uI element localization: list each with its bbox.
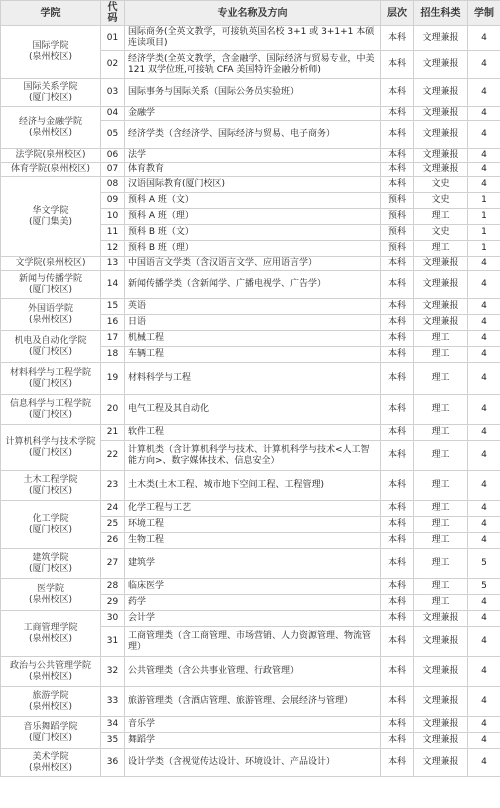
subject-cell: 文史 [414, 177, 468, 193]
college-name: 机电及自动化学院 [14, 335, 87, 346]
college-campus: (厦门校区) [28, 524, 73, 535]
major-cell: 国际事务与国际关系（国际公务员实验班） [125, 79, 381, 107]
table-row [1, 26, 500, 51]
code-cell: 01 [101, 26, 125, 51]
code-cell: 21 [101, 425, 125, 441]
table-row [1, 163, 500, 177]
table-row [1, 177, 500, 193]
subject-cell: 理工 [414, 533, 468, 549]
level-cell: 本科 [381, 471, 414, 501]
college-cell [1, 471, 101, 501]
college-cell [1, 549, 101, 579]
college-campus: (厦门校区) [28, 563, 73, 574]
college-cell [1, 257, 101, 271]
code-cell: 05 [101, 121, 125, 149]
level-cell: 本科 [381, 315, 414, 331]
table-row [1, 471, 500, 501]
college-cell [1, 687, 101, 717]
header-subject: 招生科类 [414, 1, 468, 26]
years-cell: 4 [468, 163, 500, 177]
years-cell: 4 [468, 395, 500, 425]
code-cell: 34 [101, 717, 125, 733]
code-cell: 16 [101, 315, 125, 331]
code-cell: 23 [101, 471, 125, 501]
years-cell: 4 [468, 347, 500, 363]
college-campus: (泉州校区) [28, 127, 73, 138]
years-cell: 4 [468, 425, 500, 441]
code-cell: 24 [101, 501, 125, 517]
years-cell: 4 [468, 441, 500, 471]
subject-cell: 文理兼报 [414, 717, 468, 733]
subject-cell: 文史 [414, 193, 468, 209]
college-name: 土木工程学院 [23, 474, 78, 485]
level-cell: 本科 [381, 26, 414, 51]
years-cell: 4 [468, 315, 500, 331]
major-cell: 经济学类（含经济学、国际经济与贸易、电子商务） [125, 121, 381, 149]
years-cell: 4 [468, 471, 500, 501]
subject-cell: 文理兼报 [414, 107, 468, 121]
college-cell [1, 26, 101, 79]
code-cell: 02 [101, 51, 125, 79]
code-cell: 28 [101, 579, 125, 595]
major-cell: 音乐学 [125, 717, 381, 733]
major-cell: 临床医学 [125, 579, 381, 595]
level-cell: 预科 [381, 193, 414, 209]
level-cell: 本科 [381, 687, 414, 717]
code-cell: 32 [101, 657, 125, 687]
years-cell: 4 [468, 717, 500, 733]
level-cell: 本科 [381, 441, 414, 471]
years-cell: 4 [468, 121, 500, 149]
years-cell: 4 [468, 611, 500, 627]
college-name: 医学院 [36, 583, 64, 594]
subject-cell: 理工 [414, 347, 468, 363]
college-name: 新闻与传播学院 [18, 273, 82, 284]
subject-cell: 文理兼报 [414, 79, 468, 107]
subject-cell: 文理兼报 [414, 315, 468, 331]
major-cell: 英语 [125, 299, 381, 315]
subject-cell: 文理兼报 [414, 611, 468, 627]
college-campus: (泉州校区) [28, 701, 73, 712]
code-cell: 09 [101, 193, 125, 209]
major-cell: 舞蹈学 [125, 733, 381, 749]
years-cell: 4 [468, 749, 500, 777]
header-level: 层次 [381, 1, 414, 26]
major-cell: 新闻传播学类（含新闻学、广播电视学、广告学） [125, 271, 381, 299]
major-cell: 工商管理类（含工商管理、市场营销、人力资源管理、物流管理） [125, 627, 381, 657]
table-row [1, 717, 500, 733]
table-row [1, 79, 500, 107]
major-cell: 电气工程及其自动化 [125, 395, 381, 425]
subject-cell: 文理兼报 [414, 627, 468, 657]
major-cell: 国际商务(全英文教学，可接轨英国名校 3+1 或 3+1+1 本硕连读项目) [125, 26, 381, 51]
years-cell: 5 [468, 549, 500, 579]
years-cell: 4 [468, 107, 500, 121]
years-cell: 4 [468, 299, 500, 315]
code-cell: 36 [101, 749, 125, 777]
college-cell [1, 363, 101, 395]
table-row [1, 299, 500, 315]
code-cell: 17 [101, 331, 125, 347]
table-row [1, 611, 500, 627]
level-cell: 本科 [381, 611, 414, 627]
college-campus: (泉州校区) [28, 52, 73, 62]
major-cell: 药学 [125, 595, 381, 611]
college-name: 旅游学院 [32, 690, 69, 701]
years-cell: 4 [468, 51, 500, 79]
major-cell: 经济学类(全英文教学，含金融学、国际经济与贸易专业，中美 121 双学位班,可接轨 CFA 美国特许金融分析师) [125, 51, 381, 79]
major-cell: 计算机类（含计算机科学与技术、计算机科学与技术<人工智能方向>、数字媒体技术、信息安全） [125, 441, 381, 471]
college-cell [1, 717, 101, 749]
major-cell: 汉语国际教育(厦门校区) [125, 177, 381, 193]
college-name: 华文学院 [32, 205, 69, 216]
code-cell: 03 [101, 79, 125, 107]
subject-cell: 理工 [414, 549, 468, 579]
college-cell [1, 395, 101, 425]
college-name: 政治与公共管理学院 [9, 660, 91, 671]
major-cell: 机械工程 [125, 331, 381, 347]
subject-cell: 理工 [414, 425, 468, 441]
level-cell: 本科 [381, 363, 414, 395]
code-cell: 19 [101, 363, 125, 395]
code-cell: 31 [101, 627, 125, 657]
table-row [1, 687, 500, 717]
code-cell: 33 [101, 687, 125, 717]
code-cell: 06 [101, 149, 125, 163]
header-college: 学院 [1, 1, 101, 26]
college-name: 外国语学院 [27, 303, 73, 314]
subject-cell: 理工 [414, 241, 468, 257]
level-cell: 本科 [381, 395, 414, 425]
subject-cell: 理工 [414, 395, 468, 425]
major-cell: 化学工程与工艺 [125, 501, 381, 517]
code-cell: 27 [101, 549, 125, 579]
college-cell [1, 611, 101, 657]
college-name: 国际关系学院 [23, 81, 78, 92]
college-campus: (厦门集美) [28, 216, 73, 227]
major-cell: 日语 [125, 315, 381, 331]
subject-cell: 文理兼报 [414, 149, 468, 163]
subject-cell: 文理兼报 [414, 733, 468, 749]
college-cell [1, 579, 101, 611]
major-cell: 会计学 [125, 611, 381, 627]
level-cell: 本科 [381, 749, 414, 777]
college-name: 信息科学与工程学院 [9, 398, 91, 409]
major-cell: 设计学类（含视觉传达设计、环境设计、产品设计） [125, 749, 381, 777]
subject-cell: 理工 [414, 331, 468, 347]
college-cell [1, 657, 101, 687]
table-row [1, 257, 500, 271]
college-campus: (厦门校区) [28, 485, 73, 496]
major-cell: 公共管理类（含公共事业管理、行政管理） [125, 657, 381, 687]
level-cell: 本科 [381, 331, 414, 347]
college-name: 体育学院(泉州校区) [10, 164, 91, 174]
major-cell: 预科 A 班（理） [125, 209, 381, 225]
major-cell: 法学 [125, 149, 381, 163]
years-cell: 4 [468, 687, 500, 717]
level-cell: 本科 [381, 717, 414, 733]
level-cell: 预科 [381, 241, 414, 257]
code-cell: 04 [101, 107, 125, 121]
major-cell: 旅游管理类（含酒店管理、旅游管理、会展经济与管理） [125, 687, 381, 717]
years-cell: 1 [468, 225, 500, 241]
college-campus: (泉州校区) [28, 594, 73, 605]
college-name: 材料科学与工程学院 [9, 367, 91, 378]
level-cell: 本科 [381, 627, 414, 657]
college-campus: (厦门校区) [28, 284, 73, 295]
subject-cell: 文史 [414, 225, 468, 241]
level-cell: 本科 [381, 517, 414, 533]
years-cell: 4 [468, 177, 500, 193]
college-campus: (厦门校区) [28, 447, 73, 458]
level-cell: 本科 [381, 595, 414, 611]
major-cell: 软件工程 [125, 425, 381, 441]
header-years: 学制 [468, 1, 500, 26]
level-cell: 本科 [381, 121, 414, 149]
college-cell [1, 425, 101, 471]
code-cell: 12 [101, 241, 125, 257]
college-campus: (泉州校区) [28, 314, 73, 325]
code-cell: 08 [101, 177, 125, 193]
code-cell: 20 [101, 395, 125, 425]
header-row [1, 1, 500, 26]
code-cell: 26 [101, 533, 125, 549]
code-cell: 22 [101, 441, 125, 471]
years-cell: 4 [468, 257, 500, 271]
subject-cell: 文理兼报 [414, 749, 468, 777]
level-cell: 本科 [381, 501, 414, 517]
subject-cell: 文理兼报 [414, 271, 468, 299]
table-row [1, 579, 500, 595]
code-cell: 18 [101, 347, 125, 363]
major-cell: 金融学 [125, 107, 381, 121]
college-campus: (厦门校区) [28, 732, 73, 743]
level-cell: 本科 [381, 657, 414, 687]
table-row [1, 271, 500, 299]
subject-cell: 文理兼报 [414, 26, 468, 51]
level-cell: 本科 [381, 425, 414, 441]
major-cell: 中国语言文学类（含汉语言文学、应用语言学） [125, 257, 381, 271]
college-campus: (厦门校区) [28, 409, 73, 420]
college-name: 工商管理学院 [23, 622, 78, 633]
level-cell: 本科 [381, 579, 414, 595]
table-row [1, 501, 500, 517]
college-cell [1, 177, 101, 257]
college-cell [1, 749, 101, 777]
level-cell: 本科 [381, 271, 414, 299]
table-row [1, 425, 500, 441]
subject-cell: 理工 [414, 595, 468, 611]
college-cell [1, 271, 101, 299]
college-campus: (厦门校区) [28, 378, 73, 389]
major-cell: 预科 B 班（理） [125, 241, 381, 257]
table-row [1, 749, 500, 777]
subject-cell: 文理兼报 [414, 121, 468, 149]
years-cell: 4 [468, 271, 500, 299]
college-name: 文学院(泉州校区) [15, 258, 86, 268]
subject-cell: 文理兼报 [414, 51, 468, 79]
major-cell: 车辆工程 [125, 347, 381, 363]
years-cell: 4 [468, 657, 500, 687]
table-row [1, 363, 500, 395]
years-cell: 1 [468, 241, 500, 257]
table-row [1, 107, 500, 121]
table-row [1, 149, 500, 163]
years-cell: 4 [468, 627, 500, 657]
college-campus: (泉州校区) [28, 671, 73, 682]
subject-cell: 文理兼报 [414, 687, 468, 717]
major-cell: 土木类(土木工程、城市地下空间工程、工程管理) [125, 471, 381, 501]
college-name: 计算机科学与技术学院 [5, 436, 96, 447]
college-cell [1, 149, 101, 163]
college-name: 音乐舞蹈学院 [23, 721, 78, 732]
code-cell: 25 [101, 517, 125, 533]
table-row [1, 549, 500, 579]
code-cell: 13 [101, 257, 125, 271]
subject-cell: 理工 [414, 363, 468, 395]
level-cell: 本科 [381, 549, 414, 579]
level-cell: 预科 [381, 209, 414, 225]
table-row [1, 395, 500, 425]
subject-cell: 理工 [414, 471, 468, 501]
years-cell: 4 [468, 79, 500, 107]
major-cell: 体育教育 [125, 163, 381, 177]
subject-cell: 文理兼报 [414, 657, 468, 687]
level-cell: 本科 [381, 163, 414, 177]
level-cell: 预科 [381, 225, 414, 241]
subject-cell: 理工 [414, 501, 468, 517]
subject-cell: 文理兼报 [414, 299, 468, 315]
years-cell: 1 [468, 209, 500, 225]
college-cell [1, 299, 101, 331]
college-campus: (泉州校区) [28, 762, 73, 773]
code-cell: 11 [101, 225, 125, 241]
level-cell: 本科 [381, 347, 414, 363]
subject-cell: 理工 [414, 517, 468, 533]
major-cell: 生物工程 [125, 533, 381, 549]
level-cell: 本科 [381, 177, 414, 193]
code-cell: 35 [101, 733, 125, 749]
college-cell [1, 331, 101, 363]
table-row [1, 657, 500, 687]
college-name: 建筑学院 [32, 552, 69, 563]
college-name: 经济与金融学院 [18, 116, 82, 127]
table-row [1, 331, 500, 347]
level-cell: 本科 [381, 107, 414, 121]
header-code: 代码 [101, 1, 125, 26]
subject-cell: 理工 [414, 579, 468, 595]
college-name: 化工学院 [32, 513, 69, 524]
major-cell: 材料科学与工程 [125, 363, 381, 395]
major-cell: 预科 A 班（文） [125, 193, 381, 209]
code-cell: 07 [101, 163, 125, 177]
years-cell: 4 [468, 331, 500, 347]
level-cell: 本科 [381, 257, 414, 271]
college-cell [1, 79, 101, 107]
subject-cell: 文理兼报 [414, 257, 468, 271]
major-cell: 环境工程 [125, 517, 381, 533]
subject-cell: 文理兼报 [414, 163, 468, 177]
major-cell: 预科 B 班（文） [125, 225, 381, 241]
level-cell: 本科 [381, 733, 414, 749]
code-cell: 15 [101, 299, 125, 315]
subject-cell: 理工 [414, 441, 468, 471]
college-cell [1, 501, 101, 549]
college-campus: (泉州校区) [28, 633, 73, 644]
college-name: 法学院(泉州校区) [15, 150, 86, 160]
years-cell: 1 [468, 193, 500, 209]
major-cell: 建筑学 [125, 549, 381, 579]
college-campus: (厦门校区) [28, 346, 73, 357]
years-cell: 4 [468, 26, 500, 51]
table-body [1, 26, 500, 777]
level-cell: 本科 [381, 149, 414, 163]
code-cell: 29 [101, 595, 125, 611]
college-cell [1, 107, 101, 149]
years-cell: 4 [468, 517, 500, 533]
college-campus: (厦门校区) [28, 92, 73, 103]
level-cell: 本科 [381, 533, 414, 549]
level-cell: 本科 [381, 299, 414, 315]
years-cell: 4 [468, 501, 500, 517]
header-major: 专业名称及方向 [125, 1, 381, 26]
college-cell [1, 163, 101, 177]
college-name: 美术学院 [32, 751, 69, 762]
subject-cell: 理工 [414, 209, 468, 225]
level-cell: 本科 [381, 79, 414, 107]
years-cell: 4 [468, 595, 500, 611]
code-cell: 30 [101, 611, 125, 627]
level-cell: 本科 [381, 51, 414, 79]
years-cell: 4 [468, 733, 500, 749]
years-cell: 4 [468, 363, 500, 395]
code-cell: 10 [101, 209, 125, 225]
college-name: 国际学院 [32, 41, 69, 51]
years-cell: 4 [468, 533, 500, 549]
years-cell: 4 [468, 149, 500, 163]
code-cell: 14 [101, 271, 125, 299]
years-cell: 5 [468, 579, 500, 595]
